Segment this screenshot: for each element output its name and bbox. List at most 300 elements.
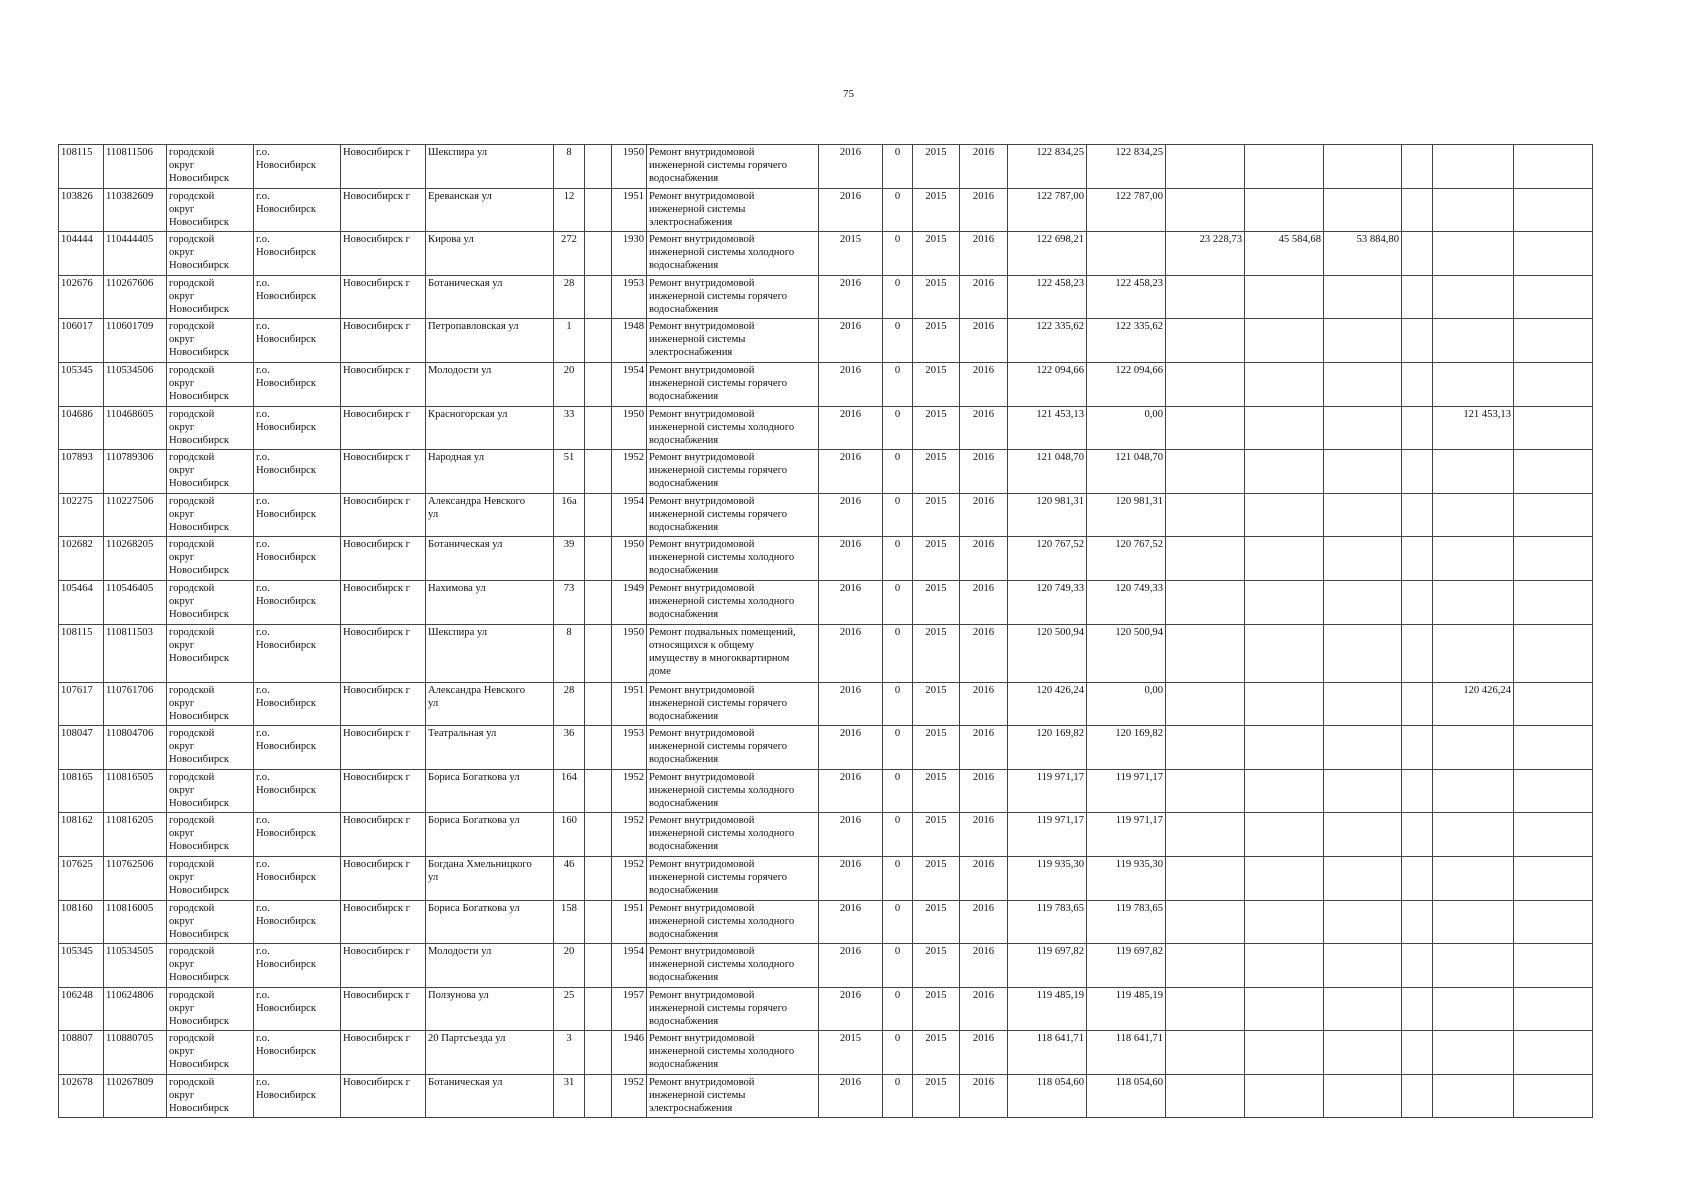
cell-amount-b [1166, 580, 1245, 624]
cell-settlement: г.о. Новосибирск [254, 188, 341, 232]
cell-house: 158 [554, 900, 585, 944]
cell-amount-a: 119 971,17 [1087, 769, 1166, 813]
cell-amount-c [1245, 362, 1324, 406]
cell-amount-e [1402, 537, 1433, 581]
cell-year: 2016 [819, 726, 883, 770]
cell-city: Новосибирск г [341, 769, 426, 813]
cell-total: 122 094,66 [1008, 362, 1087, 406]
cell-total: 118 641,71 [1008, 1031, 1087, 1075]
cell-amount-d [1324, 856, 1402, 900]
cell-amount-e [1402, 726, 1433, 770]
cell-year: 2016 [819, 450, 883, 494]
cell-year-to: 2016 [960, 900, 1008, 944]
cell-city: Новосибирск г [341, 1031, 426, 1075]
cell-house: 51 [554, 450, 585, 494]
cell-amount-g [1514, 944, 1593, 988]
cell-id: 102682 [59, 537, 104, 581]
cell-year: 2016 [819, 1074, 883, 1118]
table-row [59, 856, 1593, 900]
cell-zero: 0 [883, 537, 913, 581]
cell-zero: 0 [883, 275, 913, 319]
cell-city: Новосибирск г [341, 319, 426, 363]
cell-house-extra [585, 319, 612, 363]
cell-id: 102678 [59, 1074, 104, 1118]
cell-amount-d [1324, 769, 1402, 813]
cell-amount-e [1402, 856, 1433, 900]
cell-amount-e [1402, 493, 1433, 537]
cell-amount-f [1433, 769, 1514, 813]
cell-year-built: 1952 [612, 450, 647, 494]
cell-amount-e [1402, 1031, 1433, 1075]
cell-amount-g [1514, 624, 1593, 682]
cell-city: Новосибирск г [341, 856, 426, 900]
cell-amount-f [1433, 537, 1514, 581]
cell-work: Ремонт внутридомовой инженерной системы горячего водоснабжения [647, 856, 819, 900]
cell-total: 122 458,23 [1008, 275, 1087, 319]
cell-work: Ремонт внутридомовой инженерной системы горячего водоснабжения [647, 362, 819, 406]
cell-year: 2016 [819, 493, 883, 537]
cell-year-built: 1953 [612, 275, 647, 319]
cell-zero: 0 [883, 145, 913, 189]
cell-amount-e [1402, 319, 1433, 363]
cell-amount-e [1402, 769, 1433, 813]
cell-year-to: 2016 [960, 188, 1008, 232]
cell-year: 2016 [819, 856, 883, 900]
cell-amount-a: 120 749,33 [1087, 580, 1166, 624]
cell-city: Новосибирск г [341, 624, 426, 682]
cell-amount-b [1166, 987, 1245, 1031]
cell-id: 104686 [59, 406, 104, 450]
cell-total: 121 048,70 [1008, 450, 1087, 494]
cell-zero: 0 [883, 682, 913, 726]
cell-year-from: 2015 [913, 232, 960, 276]
cell-year-from: 2015 [913, 624, 960, 682]
cell-zero: 0 [883, 624, 913, 682]
cell-city: Новосибирск г [341, 813, 426, 857]
cell-street: Театральная ул [426, 726, 554, 770]
cell-house-extra [585, 726, 612, 770]
cell-house: 164 [554, 769, 585, 813]
cell-year-built: 1946 [612, 1031, 647, 1075]
cell-code: 110227506 [104, 493, 167, 537]
cell-municipality: городской округ Новосибирск [167, 319, 254, 363]
cell-settlement: г.о. Новосибирск [254, 769, 341, 813]
cell-street: Нахимова ул [426, 580, 554, 624]
cell-code: 110601709 [104, 319, 167, 363]
cell-id: 108115 [59, 624, 104, 682]
table-row [59, 319, 1593, 363]
cell-amount-f [1433, 726, 1514, 770]
cell-settlement: г.о. Новосибирск [254, 813, 341, 857]
cell-year: 2016 [819, 537, 883, 581]
cell-house-extra [585, 188, 612, 232]
cell-total: 122 834,25 [1008, 145, 1087, 189]
cell-municipality: городской округ Новосибирск [167, 580, 254, 624]
cell-total: 120 749,33 [1008, 580, 1087, 624]
cell-id: 108807 [59, 1031, 104, 1075]
cell-year-built: 1950 [612, 145, 647, 189]
cell-amount-b [1166, 275, 1245, 319]
cell-year: 2016 [819, 624, 883, 682]
cell-amount-g [1514, 319, 1593, 363]
cell-year-to: 2016 [960, 537, 1008, 581]
cell-id: 105464 [59, 580, 104, 624]
cell-amount-d [1324, 406, 1402, 450]
cell-id: 103826 [59, 188, 104, 232]
table-row [59, 188, 1593, 232]
cell-house-extra [585, 682, 612, 726]
cell-amount-g [1514, 900, 1593, 944]
cell-house-extra [585, 944, 612, 988]
cell-amount-a: 122 834,25 [1087, 145, 1166, 189]
cell-work: Ремонт внутридомовой инженерной системы горячего водоснабжения [647, 987, 819, 1031]
cell-zero: 0 [883, 726, 913, 770]
cell-total: 120 500,94 [1008, 624, 1087, 682]
cell-amount-c [1245, 537, 1324, 581]
cell-zero: 0 [883, 580, 913, 624]
cell-amount-d [1324, 275, 1402, 319]
cell-year: 2016 [819, 580, 883, 624]
cell-id: 108047 [59, 726, 104, 770]
cell-amount-g [1514, 493, 1593, 537]
cell-street: Шекспира ул [426, 145, 554, 189]
cell-year: 2016 [819, 813, 883, 857]
cell-amount-b [1166, 493, 1245, 537]
cell-id: 107617 [59, 682, 104, 726]
cell-city: Новосибирск г [341, 682, 426, 726]
cell-zero: 0 [883, 406, 913, 450]
table-row [59, 624, 1593, 682]
cell-year-built: 1954 [612, 493, 647, 537]
table-row [59, 813, 1593, 857]
cell-year-to: 2016 [960, 944, 1008, 988]
cell-year-from: 2015 [913, 987, 960, 1031]
cell-amount-f [1433, 188, 1514, 232]
cell-work: Ремонт внутридомовой инженерной системы холодного водоснабжения [647, 537, 819, 581]
cell-amount-c [1245, 769, 1324, 813]
cell-year-to: 2016 [960, 1031, 1008, 1075]
cell-year-from: 2015 [913, 1074, 960, 1118]
cell-amount-a: 118 641,71 [1087, 1031, 1166, 1075]
cell-zero: 0 [883, 856, 913, 900]
cell-total: 119 971,17 [1008, 813, 1087, 857]
cell-amount-f [1433, 450, 1514, 494]
cell-total: 122 698,21 [1008, 232, 1087, 276]
cell-year-to: 2016 [960, 726, 1008, 770]
cell-amount-e [1402, 232, 1433, 276]
cell-amount-a: 119 971,17 [1087, 813, 1166, 857]
cell-amount-b [1166, 188, 1245, 232]
cell-amount-a: 118 054,60 [1087, 1074, 1166, 1118]
cell-amount-a [1087, 232, 1166, 276]
cell-amount-e [1402, 900, 1433, 944]
cell-house-extra [585, 813, 612, 857]
cell-year: 2016 [819, 987, 883, 1031]
cell-id: 107893 [59, 450, 104, 494]
cell-year: 2016 [819, 275, 883, 319]
cell-total: 119 485,19 [1008, 987, 1087, 1031]
cell-city: Новосибирск г [341, 406, 426, 450]
cell-amount-g [1514, 1074, 1593, 1118]
cell-amount-c [1245, 580, 1324, 624]
cell-amount-d: 53 884,80 [1324, 232, 1402, 276]
cell-street: Молодости ул [426, 944, 554, 988]
cell-amount-f [1433, 900, 1514, 944]
cell-code: 110534505 [104, 944, 167, 988]
cell-amount-e [1402, 580, 1433, 624]
cell-house-extra [585, 275, 612, 319]
cell-settlement: г.о. Новосибирск [254, 450, 341, 494]
cell-amount-f [1433, 987, 1514, 1031]
cell-year-to: 2016 [960, 813, 1008, 857]
cell-amount-b [1166, 145, 1245, 189]
cell-work: Ремонт внутридомовой инженерной системы холодного водоснабжения [647, 1031, 819, 1075]
cell-amount-e [1402, 813, 1433, 857]
cell-year-to: 2016 [960, 362, 1008, 406]
cell-house: 16а [554, 493, 585, 537]
cell-year-built: 1948 [612, 319, 647, 363]
cell-amount-e [1402, 682, 1433, 726]
cell-code: 110816005 [104, 900, 167, 944]
cell-amount-c [1245, 726, 1324, 770]
cell-year-to: 2016 [960, 987, 1008, 1031]
cell-municipality: городской округ Новосибирск [167, 232, 254, 276]
cell-municipality: городской округ Новосибирск [167, 145, 254, 189]
cell-code: 110268205 [104, 537, 167, 581]
cell-code: 110761706 [104, 682, 167, 726]
cell-work: Ремонт внутридомовой инженерной системы холодного водоснабжения [647, 406, 819, 450]
cell-house-extra [585, 145, 612, 189]
cell-year-from: 2015 [913, 769, 960, 813]
cell-amount-c [1245, 1074, 1324, 1118]
cell-zero: 0 [883, 450, 913, 494]
cell-amount-f [1433, 813, 1514, 857]
cell-work: Ремонт внутридомовой инженерной системы холодного водоснабжения [647, 944, 819, 988]
cell-year-to: 2016 [960, 450, 1008, 494]
cell-year-built: 1950 [612, 624, 647, 682]
cell-street: Ползунова ул [426, 987, 554, 1031]
cell-amount-c [1245, 813, 1324, 857]
cell-municipality: городской округ Новосибирск [167, 188, 254, 232]
cell-code: 110811503 [104, 624, 167, 682]
cell-amount-b [1166, 769, 1245, 813]
cell-work: Ремонт подвальных помещений, относящихся к общему имуществу в многоквартирном доме [647, 624, 819, 682]
cell-city: Новосибирск г [341, 362, 426, 406]
cell-year-built: 1954 [612, 944, 647, 988]
cell-year-built: 1957 [612, 987, 647, 1031]
cell-year-to: 2016 [960, 406, 1008, 450]
cell-amount-g [1514, 726, 1593, 770]
cell-year-built: 1930 [612, 232, 647, 276]
cell-zero: 0 [883, 944, 913, 988]
cell-street: Шекспира ул [426, 624, 554, 682]
cell-amount-f [1433, 493, 1514, 537]
cell-city: Новосибирск г [341, 188, 426, 232]
cell-amount-d [1324, 813, 1402, 857]
page-number: 75 [843, 88, 854, 100]
cell-amount-f [1433, 944, 1514, 988]
cell-house-extra [585, 537, 612, 581]
cell-zero: 0 [883, 362, 913, 406]
cell-work: Ремонт внутридомовой инженерной системы электроснабжения [647, 188, 819, 232]
cell-code: 110816505 [104, 769, 167, 813]
cell-house: 3 [554, 1031, 585, 1075]
table-row [59, 537, 1593, 581]
cell-house-extra [585, 406, 612, 450]
cell-house-extra [585, 580, 612, 624]
cell-zero: 0 [883, 1074, 913, 1118]
cell-amount-e [1402, 275, 1433, 319]
cell-total: 119 971,17 [1008, 769, 1087, 813]
cell-year-built: 1954 [612, 362, 647, 406]
cell-amount-d [1324, 944, 1402, 988]
cell-street: Бориса Богаткова ул [426, 769, 554, 813]
cell-year-to: 2016 [960, 624, 1008, 682]
cell-street: Александра Невского ул [426, 493, 554, 537]
cell-year-built: 1951 [612, 900, 647, 944]
cell-zero: 0 [883, 900, 913, 944]
cell-amount-g [1514, 145, 1593, 189]
cell-amount-c [1245, 624, 1324, 682]
cell-settlement: г.о. Новосибирск [254, 624, 341, 682]
cell-street: Ботаническая ул [426, 275, 554, 319]
cell-year-from: 2015 [913, 450, 960, 494]
cell-house-extra [585, 362, 612, 406]
cell-id: 102275 [59, 493, 104, 537]
cell-street: Кирова ул [426, 232, 554, 276]
cell-amount-c [1245, 944, 1324, 988]
cell-settlement: г.о. Новосибирск [254, 232, 341, 276]
cell-settlement: г.о. Новосибирск [254, 987, 341, 1031]
cell-total: 120 426,24 [1008, 682, 1087, 726]
cell-amount-d [1324, 537, 1402, 581]
cell-house-extra [585, 450, 612, 494]
cell-city: Новосибирск г [341, 944, 426, 988]
cell-street: Бориса Богаткова ул [426, 900, 554, 944]
cell-work: Ремонт внутридомовой инженерной системы холодного водоснабжения [647, 232, 819, 276]
cell-amount-a: 119 935,30 [1087, 856, 1166, 900]
cell-amount-g [1514, 580, 1593, 624]
table-row [59, 145, 1593, 189]
cell-total: 119 783,65 [1008, 900, 1087, 944]
cell-municipality: городской округ Новосибирск [167, 1074, 254, 1118]
cell-amount-c: 45 584,68 [1245, 232, 1324, 276]
table-row [59, 769, 1593, 813]
cell-amount-a: 120 169,82 [1087, 726, 1166, 770]
cell-amount-b [1166, 537, 1245, 581]
cell-code: 110762506 [104, 856, 167, 900]
cell-amount-d [1324, 580, 1402, 624]
cell-amount-a: 122 335,62 [1087, 319, 1166, 363]
cell-settlement: г.о. Новосибирск [254, 1031, 341, 1075]
cell-id: 104444 [59, 232, 104, 276]
cell-year-built: 1952 [612, 856, 647, 900]
cell-year: 2016 [819, 944, 883, 988]
cell-street: Богдана Хмельницкого ул [426, 856, 554, 900]
cell-city: Новосибирск г [341, 145, 426, 189]
cell-amount-g [1514, 232, 1593, 276]
cell-street: Красногорская ул [426, 406, 554, 450]
cell-amount-e [1402, 145, 1433, 189]
cell-zero: 0 [883, 987, 913, 1031]
cell-amount-b: 23 228,73 [1166, 232, 1245, 276]
cell-code: 110444405 [104, 232, 167, 276]
cell-amount-d [1324, 726, 1402, 770]
cell-work: Ремонт внутридомовой инженерной системы горячего водоснабжения [647, 450, 819, 494]
cell-amount-g [1514, 362, 1593, 406]
cell-amount-b [1166, 813, 1245, 857]
cell-municipality: городской округ Новосибирск [167, 406, 254, 450]
cell-amount-b [1166, 944, 1245, 988]
cell-house-extra [585, 1074, 612, 1118]
cell-id: 102676 [59, 275, 104, 319]
cell-amount-e [1402, 450, 1433, 494]
cell-house: 73 [554, 580, 585, 624]
cell-id: 108115 [59, 145, 104, 189]
cell-amount-d [1324, 682, 1402, 726]
table-row [59, 1074, 1593, 1118]
cell-amount-f [1433, 362, 1514, 406]
cell-total: 119 697,82 [1008, 944, 1087, 988]
cell-amount-d [1324, 319, 1402, 363]
cell-amount-a: 122 787,00 [1087, 188, 1166, 232]
cell-city: Новосибирск г [341, 987, 426, 1031]
cell-amount-f [1433, 1031, 1514, 1075]
cell-amount-f: 121 453,13 [1433, 406, 1514, 450]
cell-municipality: городской округ Новосибирск [167, 624, 254, 682]
cell-house-extra [585, 624, 612, 682]
cell-house-extra [585, 856, 612, 900]
cell-house: 25 [554, 987, 585, 1031]
cell-year-built: 1950 [612, 537, 647, 581]
cell-year-built: 1952 [612, 1074, 647, 1118]
cell-city: Новосибирск г [341, 493, 426, 537]
cell-settlement: г.о. Новосибирск [254, 580, 341, 624]
cell-id: 108160 [59, 900, 104, 944]
cell-city: Новосибирск г [341, 1074, 426, 1118]
cell-amount-f [1433, 856, 1514, 900]
cell-amount-e [1402, 1074, 1433, 1118]
cell-street: Народная ул [426, 450, 554, 494]
cell-house: 36 [554, 726, 585, 770]
cell-house: 33 [554, 406, 585, 450]
registry-table [58, 144, 1593, 1118]
cell-house-extra [585, 769, 612, 813]
cell-id: 108165 [59, 769, 104, 813]
cell-id: 108162 [59, 813, 104, 857]
cell-settlement: г.о. Новосибирск [254, 726, 341, 770]
cell-house: 46 [554, 856, 585, 900]
cell-year-from: 2015 [913, 944, 960, 988]
cell-house: 20 [554, 362, 585, 406]
cell-amount-b [1166, 856, 1245, 900]
cell-code: 110624806 [104, 987, 167, 1031]
cell-year-from: 2015 [913, 726, 960, 770]
cell-municipality: городской округ Новосибирск [167, 1031, 254, 1075]
cell-amount-b [1166, 624, 1245, 682]
cell-year-from: 2015 [913, 275, 960, 319]
table-row [59, 362, 1593, 406]
cell-city: Новосибирск г [341, 450, 426, 494]
cell-total: 119 935,30 [1008, 856, 1087, 900]
cell-work: Ремонт внутридомовой инженерной системы холодного водоснабжения [647, 580, 819, 624]
cell-year-from: 2015 [913, 362, 960, 406]
cell-amount-d [1324, 1031, 1402, 1075]
cell-amount-b [1166, 450, 1245, 494]
cell-amount-f [1433, 624, 1514, 682]
cell-total: 121 453,13 [1008, 406, 1087, 450]
cell-year-from: 2015 [913, 1031, 960, 1075]
